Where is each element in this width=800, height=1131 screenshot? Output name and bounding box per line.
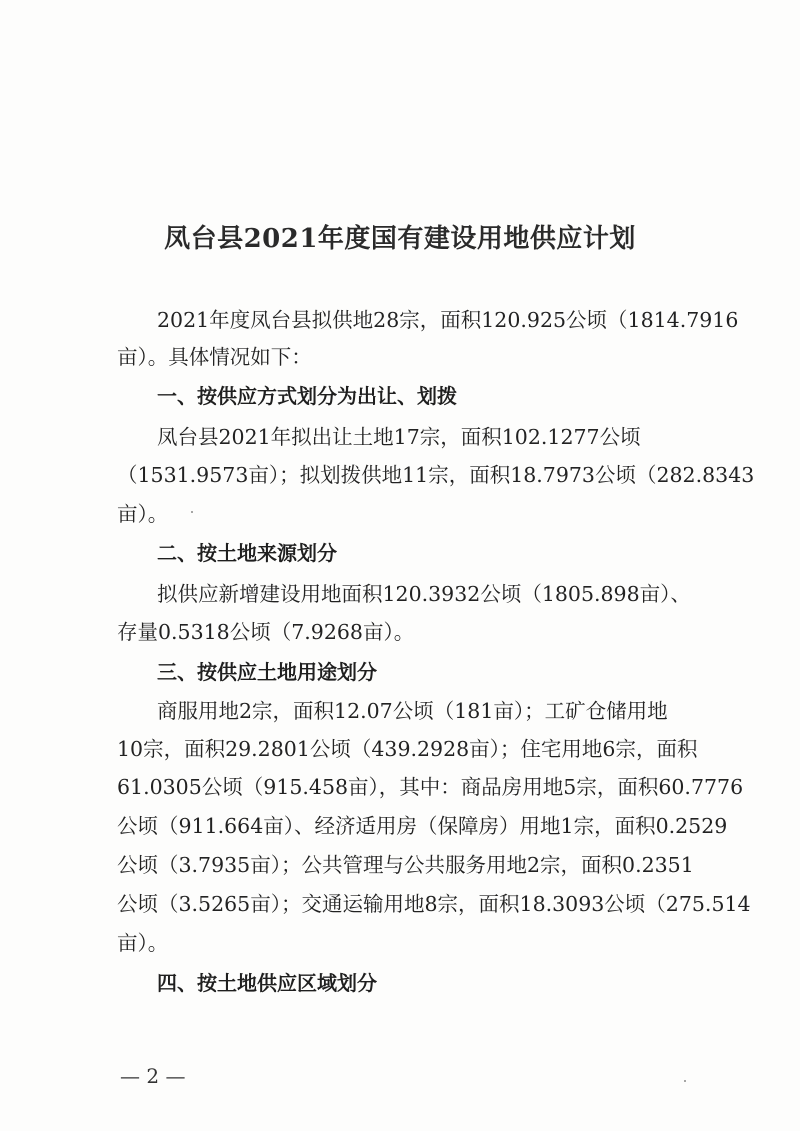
section-2-heading: 二、按土地来源划分 (157, 541, 337, 565)
section-1-line-2: （1531.9573亩）；拟划拨供地11宗，面积18.7973公顷（282.8343 (117, 463, 755, 487)
intro-line-1: 2021年度凤台县拟供地28宗，面积120.925公顷（1814.7916 (157, 308, 739, 332)
scan-speck (191, 511, 193, 513)
intro-line-2: 亩）。具体情况如下： (117, 345, 312, 369)
section-2-line-2: 存量0.5318公顷（7.9268亩）。 (117, 620, 415, 644)
section-3-line-4: 公顷（911.664亩）、经济适用房（保障房）用地1宗，面积0.2529 (117, 814, 728, 838)
section-1-heading: 一、按供应方式划分为出让、划拨 (157, 384, 457, 408)
section-3-line-2: 10宗，面积29.2801公顷（439.2928亩）；住宅用地6宗，面积 (117, 737, 698, 761)
section-3-line-3: 61.0305公顷（915.458亩），其中：商品房用地5宗，面积60.7776 (117, 775, 744, 799)
section-3-line-7: 亩）。 (117, 931, 169, 955)
scan-speck (684, 1080, 686, 1082)
section-3-line-1: 商服用地2宗，面积12.07公顷（181亩）；工矿仓储用地 (157, 699, 668, 723)
section-3-line-5: 公顷（3.7935亩）；公共管理与公共服务用地2宗，面积0.2351 (117, 853, 694, 877)
document-title: 凤台县2021年度国有建设用地供应计划 (164, 224, 636, 254)
section-3-line-6: 公顷（3.5265亩）；交通运输用地8宗，面积18.3093公顷（275.514 (117, 892, 751, 916)
section-1-line-1: 凤台县2021年拟出让土地17宗，面积102.1277公顷 (157, 425, 641, 449)
section-2-line-1: 拟供应新增建设用地面积120.3932公顷（1805.898亩）、 (157, 582, 691, 606)
page-number: — 2 — (120, 1064, 186, 1088)
section-3-heading: 三、按供应土地用途划分 (157, 660, 377, 684)
section-4-heading: 四、按土地供应区域划分 (157, 971, 377, 995)
section-1-line-3: 亩）。 (117, 502, 169, 526)
